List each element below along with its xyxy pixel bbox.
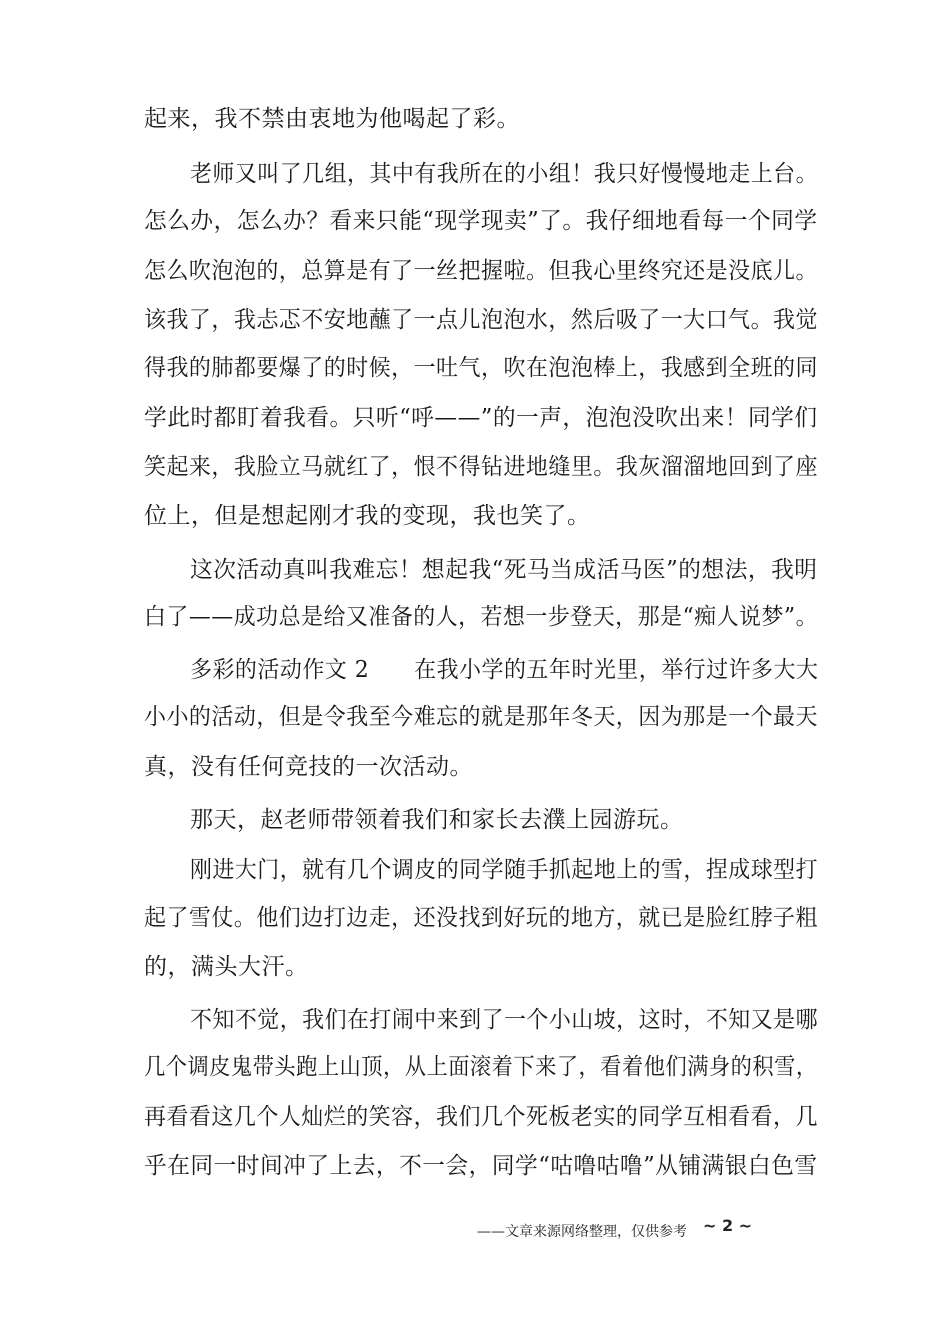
text-line: 乎在同一时间冲了上去，不一会，同学“咕噜咕噜”从铺满银白色雪: [144, 1153, 818, 1179]
text-line: 得我的肺都要爆了的时候，一吐气，吹在泡泡棒上，我感到全班的同: [144, 355, 818, 381]
footer-source-note: ——文章来源网络整理，仅供参考: [477, 1224, 687, 1240]
paragraph-start-line: 这次活动真叫我难忘！想起我“死马当成活马医”的想法，我明: [190, 557, 818, 583]
text-line: 起来，我不禁由衷地为他喝起了彩。: [144, 106, 520, 132]
text-line: 学此时都盯着我看。只听“呼——”的一声，泡泡没吹出来！同学们: [144, 405, 818, 431]
text-line: 怎么吹泡泡的，总算是有了一丝把握啦。但我心里终究还是没底儿。: [144, 258, 818, 284]
text-line: 怎么办，怎么办？看来只能“现学现卖”了。我仔细地看每一个同学: [144, 208, 818, 234]
text-line: 的，满头大汗。: [144, 954, 309, 980]
text-line: 白了——成功总是给又准备的人，若想一步登天，那是“痴人说梦”。: [144, 604, 819, 630]
paragraph-start-line: 刚进大门，就有几个调皮的同学随手抓起地上的雪，捏成球型打: [190, 857, 818, 883]
paragraph-start-line: 老师又叫了几组，其中有我所在的小组！我只好慢慢地走上台。: [190, 161, 818, 187]
text-line: 笑起来，我脸立马就红了，恨不得钻进地缝里。我灰溜溜地回到了座: [144, 454, 818, 480]
text-line: 再看看这几个人灿烂的笑容，我们几个死板老实的同学互相看看，几: [144, 1104, 818, 1130]
paragraph-start-line: 那天，赵老师带领着我们和家长去濮上园游玩。: [190, 807, 684, 833]
text-line: 小小的活动，但是令我至今难忘的就是那年冬天，因为那是一个最天: [144, 704, 818, 730]
page-number: ~ 2 ~: [703, 1216, 753, 1235]
text-line: 位上，但是想起刚才我的变现，我也笑了。: [144, 503, 591, 529]
text-line: 该我了，我忐忑不安地蘸了一点儿泡泡水，然后吸了一大口气。我觉: [144, 307, 818, 333]
text-line: 真，没有任何竞技的一次活动。: [144, 754, 473, 780]
text-line: 几个调皮鬼带头跑上山顶，从上面滚着下来了，看着他们满身的积雪，: [144, 1054, 818, 1080]
paragraph-start-line: 不知不觉，我们在打闹中来到了一个小山坡，这时，不知又是哪: [190, 1007, 818, 1033]
paragraph-start-line: 多彩的活动作文 2 在我小学的五年时光里，举行过许多大大: [190, 657, 819, 683]
text-line: 起了雪仗。他们边打边走，还没找到好玩的地方，就已是脸红脖子粗: [144, 905, 818, 931]
